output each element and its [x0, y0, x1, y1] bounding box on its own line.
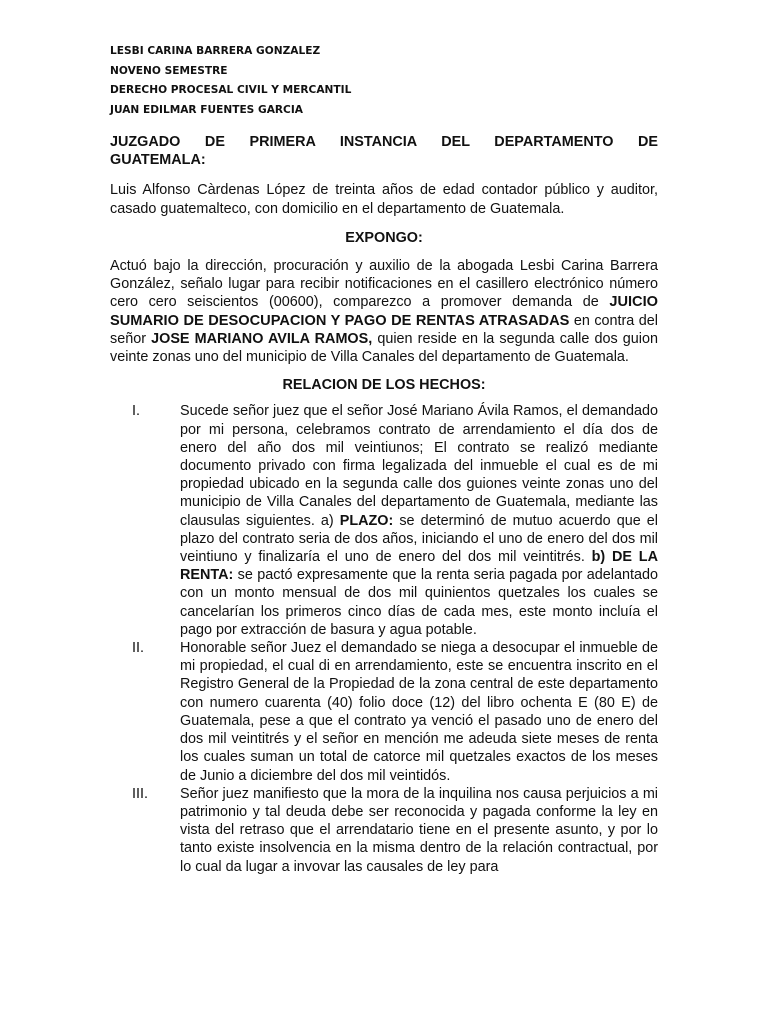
- list-item-text: Señor juez manifiesto que la mora de la inquilina nos causa perjuicios a mi patrimonio y tal deuda debe ser reconocida y pagada conforme la ley en vista del retraso que el arrendatario tiene en el presente asunto, y por lo tanto existe insolvencia en la misma dentro de la relación contractual, por lo cual da lugar a invovar las causales de ley para: [180, 785, 658, 875]
- instructor-name: JUAN EDILMAR FUENTES GARCIA: [110, 103, 303, 116]
- court-heading: [110, 133, 658, 169]
- clause-plazo-label: PLAZO:: [339, 512, 394, 529]
- student-name: LESBI CARINA BARRERA GONZALEZ: [110, 45, 321, 57]
- defendant-name: JOSE MARIANO AVILA RAMOS,: [151, 330, 373, 347]
- list-item: [110, 639, 658, 785]
- list-item-number: III.: [132, 785, 148, 802]
- expose-text-1: Actuó bajo la dirección, procuración y auxilio de la abogada Lesbi Carina Barrera González, señalo lugar para recibir notificaciones en el casillero electrónico número cero cero seiscientos (00600), comparezco a promover demanda de: [110, 258, 658, 311]
- list-item-text: Honorable señor Juez el demandado se niega a desocupar el inmueble de mi propiedad, el cual di en arrendamiento, este se encuentra inscrito en el Registro General de la Propiedad de la zona central de este departamento con numero cuarenta (40) folio doce (12) del libro ochenta E (80 E) de Guatemala, pese a que el contrato ya venció el pasado uno de enero del dos mil veintitrés y el señor en mención me adeuda siete meses de renta los cuales suman un total de catorce mil quetzales exactos de los meses de Junio a diciembre del dos mil veintidós.: [180, 640, 658, 784]
- court-heading-line1: JUZGADO DE PRIMERA INSTANCIA DEL DEPARTAMENTO DE: [110, 134, 658, 150]
- lawsuit-type: JUICIO SUMARIO DE DESOCUPACION Y PAGO DE RENTAS ATRASADAS: [110, 294, 658, 329]
- court-heading-line2: GUATEMALA:: [110, 152, 206, 169]
- list-item-number: II.: [132, 640, 144, 657]
- list-item-text: Sucede señor juez que el señor José Mariano Ávila Ramos, el demandado por mi persona, celebramos contrato de arrendamiento el día dos de enero del año dos mil veintiunos; El contrato se realizó mediante documento privado con firma legalizada del inmueble el cual es de mi propiedad ubicado en la segunda calle dos guiones veinte zonas uno del municipio de Villa Canales del departamento de Guatemala, mediante las clausulas siguientes. a): [180, 403, 658, 529]
- hechos-heading: RELACION DE LOS HECHOS:: [282, 377, 486, 394]
- hechos-list: [110, 402, 658, 875]
- list-item-text: se determinó de mutuo acuerdo que el plazo del contrato seria de dos años, iniciando el uno de enero del dos mil veintiuno y finalizaría el uno de enero del dos mil veintitrés.: [180, 512, 658, 566]
- semester: NOVENO SEMESTRE: [110, 64, 228, 77]
- intro-paragraph: Luis Alfonso Càrdenas López de treinta años de edad contador público y auditor, casado guatemalteco, con domicilio en el departamento de Guatemala.: [110, 182, 658, 217]
- expose-text-3: quien reside en la segunda calle dos guion veinte zonas uno del municipio de Villa Canales del departamento de Guatemala.: [110, 330, 659, 366]
- expose-paragraph: [110, 257, 658, 366]
- expose-text-2: en contra del señor: [110, 312, 658, 347]
- list-item: [110, 785, 658, 876]
- expongo-heading: EXPONGO:: [345, 229, 423, 246]
- list-item-number: I.: [132, 403, 140, 420]
- document-body: [110, 133, 658, 876]
- list-item: [110, 402, 658, 639]
- clause-renta-label: b) DE LA RENTA:: [180, 549, 658, 584]
- student-header: [110, 42, 351, 120]
- course-name: DERECHO PROCESAL CIVIL Y MERCANTIL: [110, 84, 352, 96]
- list-item-text: se pactó expresamente que la renta seria pagada por adelantado con un monto mensual de dos mil quinientos quetzales los cuales se cancelarían los primeros cinco días de cada mes, este monto incluía el pago por extracción de basura y agua potable.: [180, 567, 658, 638]
